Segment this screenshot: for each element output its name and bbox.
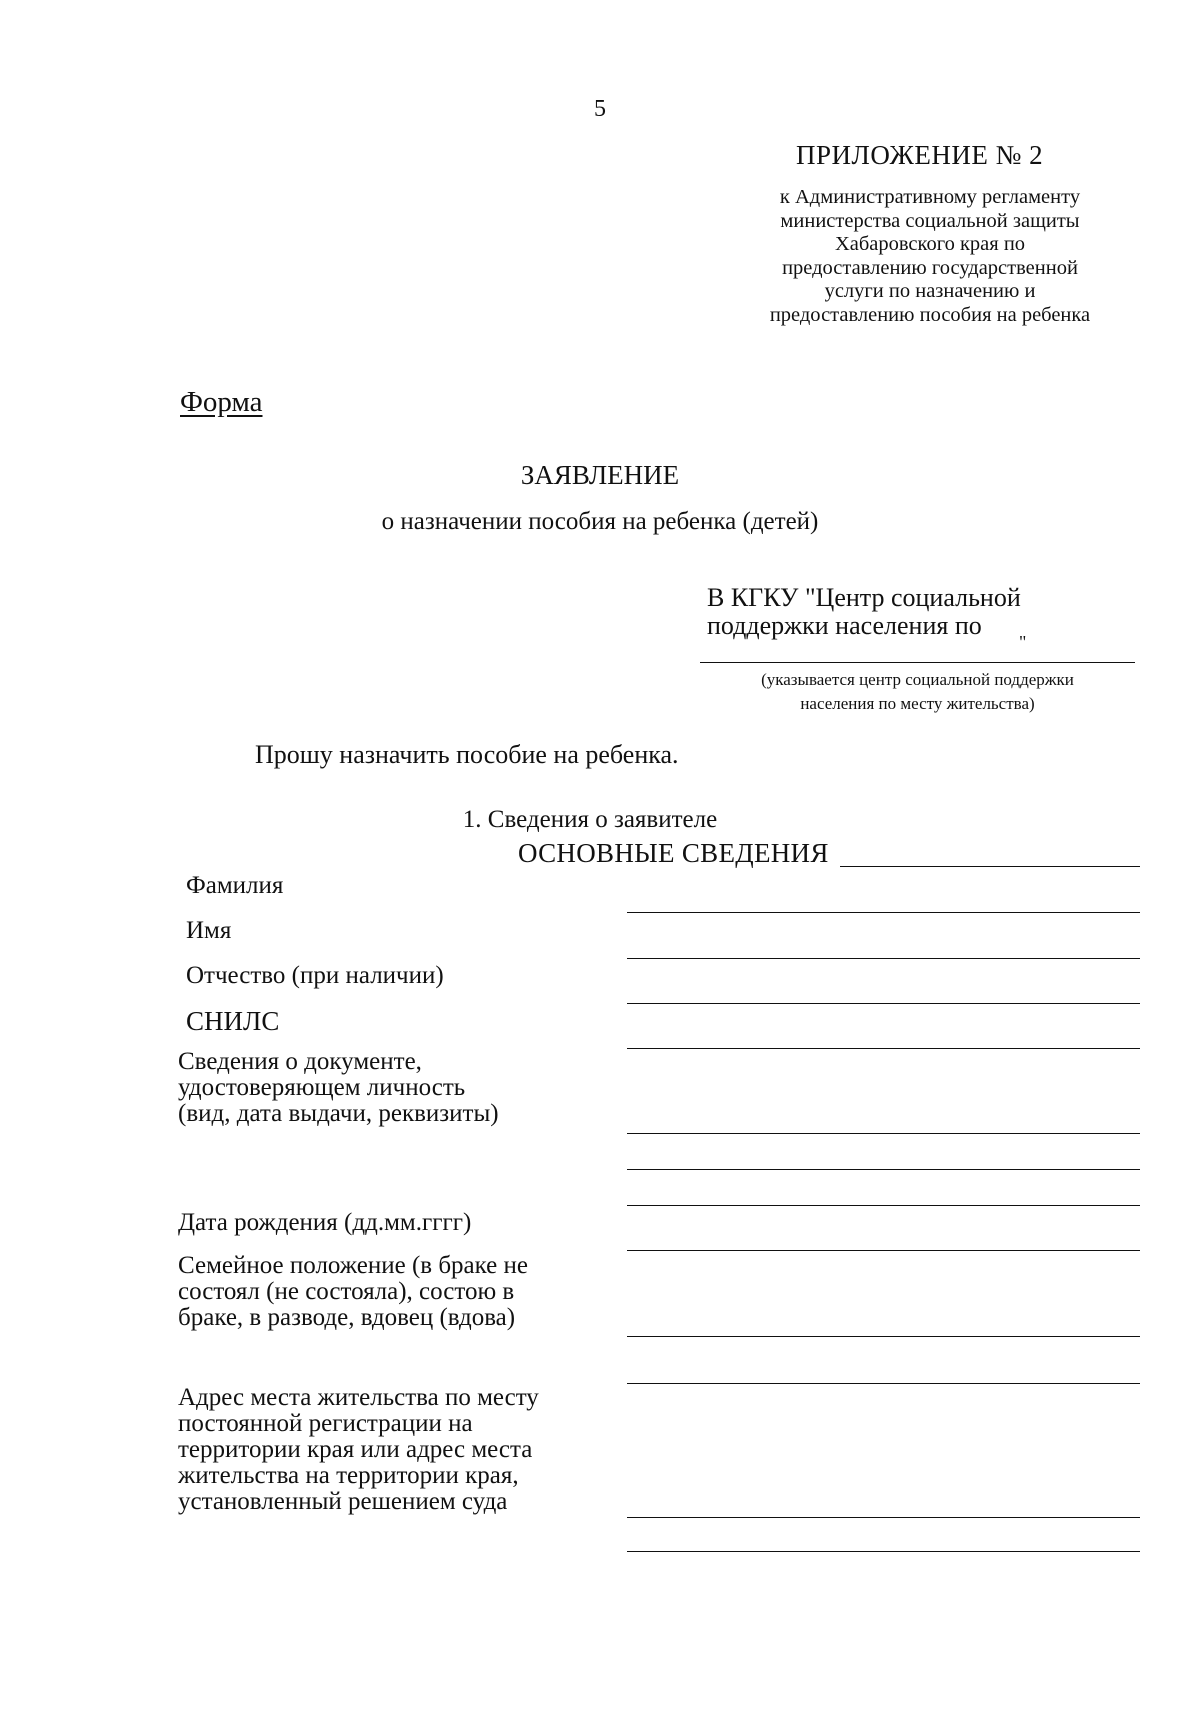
appendix-reference-line: к Административному регламенту	[779, 186, 1081, 208]
marital-status-field-2[interactable]	[627, 1383, 1140, 1384]
request-text: Прошу назначить пособие на ребенка.	[255, 740, 679, 769]
appendix-title: ПРИЛОЖЕНИЕ № 2	[796, 140, 1044, 170]
address-label-line: Адрес места жительства по месту	[178, 1384, 539, 1411]
address-field-2[interactable]	[627, 1551, 1140, 1552]
address-label-line: жительства на территории края,	[178, 1462, 519, 1489]
surname-field[interactable]	[627, 912, 1140, 913]
patronymic-label: Отчество (при наличии)	[186, 962, 444, 989]
appendix-reference-line: предоставлению государственной	[782, 256, 1078, 279]
appendix-reference-line: услуги по назначению и	[824, 280, 1036, 302]
recipient-line-2: поддержки населения по	[707, 611, 982, 640]
id-document-label-line: удостоверяющем личность	[178, 1074, 466, 1101]
id-document-field-2[interactable]	[627, 1169, 1140, 1170]
marital-status-label-line: браке, в разводе, вдовец (вдова)	[178, 1304, 516, 1331]
document-subtitle: о назначении пособия на ребенка (детей)	[381, 508, 819, 535]
snils-field[interactable]	[627, 1048, 1140, 1049]
id-document-label-line: Сведения о документе,	[178, 1048, 422, 1075]
subsection-rule	[840, 866, 1140, 867]
appendix-reference-line: Хабаровского края по	[834, 233, 1026, 255]
subsection-heading: ОСНОВНЫЕ СВЕДЕНИЯ	[518, 838, 829, 868]
recipient-fill-line[interactable]	[700, 662, 1135, 663]
document-title: ЗАЯВЛЕНИЕ	[520, 460, 680, 490]
id-document-field-3[interactable]	[627, 1205, 1140, 1206]
appendix-reference-line: предоставлению пособия на ребенка	[769, 303, 1091, 326]
recipient-block	[707, 583, 1127, 652]
first-name-field[interactable]	[627, 958, 1140, 959]
marital-status-label-line: состоял (не состояла), состою в	[178, 1278, 515, 1305]
address-field[interactable]	[627, 1517, 1140, 1518]
recipient-line-1: В КГКУ "Центр социальной	[707, 583, 1021, 612]
id-document-field[interactable]	[627, 1133, 1140, 1134]
form-label: Форма	[180, 386, 263, 418]
page-number: 5	[594, 96, 606, 122]
address-label	[178, 1385, 539, 1515]
id-document-label	[178, 1049, 499, 1127]
address-label-line: постоянной регистрации на	[178, 1410, 473, 1437]
address-label-line: установленный решением суда	[178, 1488, 508, 1515]
patronymic-field[interactable]	[627, 1003, 1140, 1004]
id-document-label-line: (вид, дата выдачи, реквизиты)	[178, 1100, 499, 1127]
appendix-reference	[720, 186, 1140, 327]
recipient-hint-line-1: (указывается центр социальной поддержки	[761, 670, 1074, 689]
recipient-hint-line-2: населения по месту жительства)	[800, 694, 1035, 713]
surname-label: Фамилия	[186, 872, 284, 899]
birth-date-field[interactable]	[627, 1250, 1140, 1251]
section-heading: 1. Сведения о заявителе	[462, 806, 718, 833]
snils-label: СНИЛС	[186, 1006, 280, 1036]
appendix-reference-line: министерства социальной защиты	[780, 209, 1080, 232]
marital-status-label-line: Семейное положение (в браке не	[178, 1252, 528, 1279]
recipient-hint	[700, 668, 1135, 716]
address-label-line: территории края или адрес места	[178, 1436, 533, 1463]
marital-status-label	[178, 1253, 528, 1331]
recipient-closing-quote: "	[1019, 632, 1027, 652]
marital-status-field[interactable]	[627, 1336, 1140, 1337]
first-name-label: Имя	[186, 917, 232, 944]
birth-date-label: Дата рождения (дд.мм.гггг)	[178, 1209, 472, 1236]
